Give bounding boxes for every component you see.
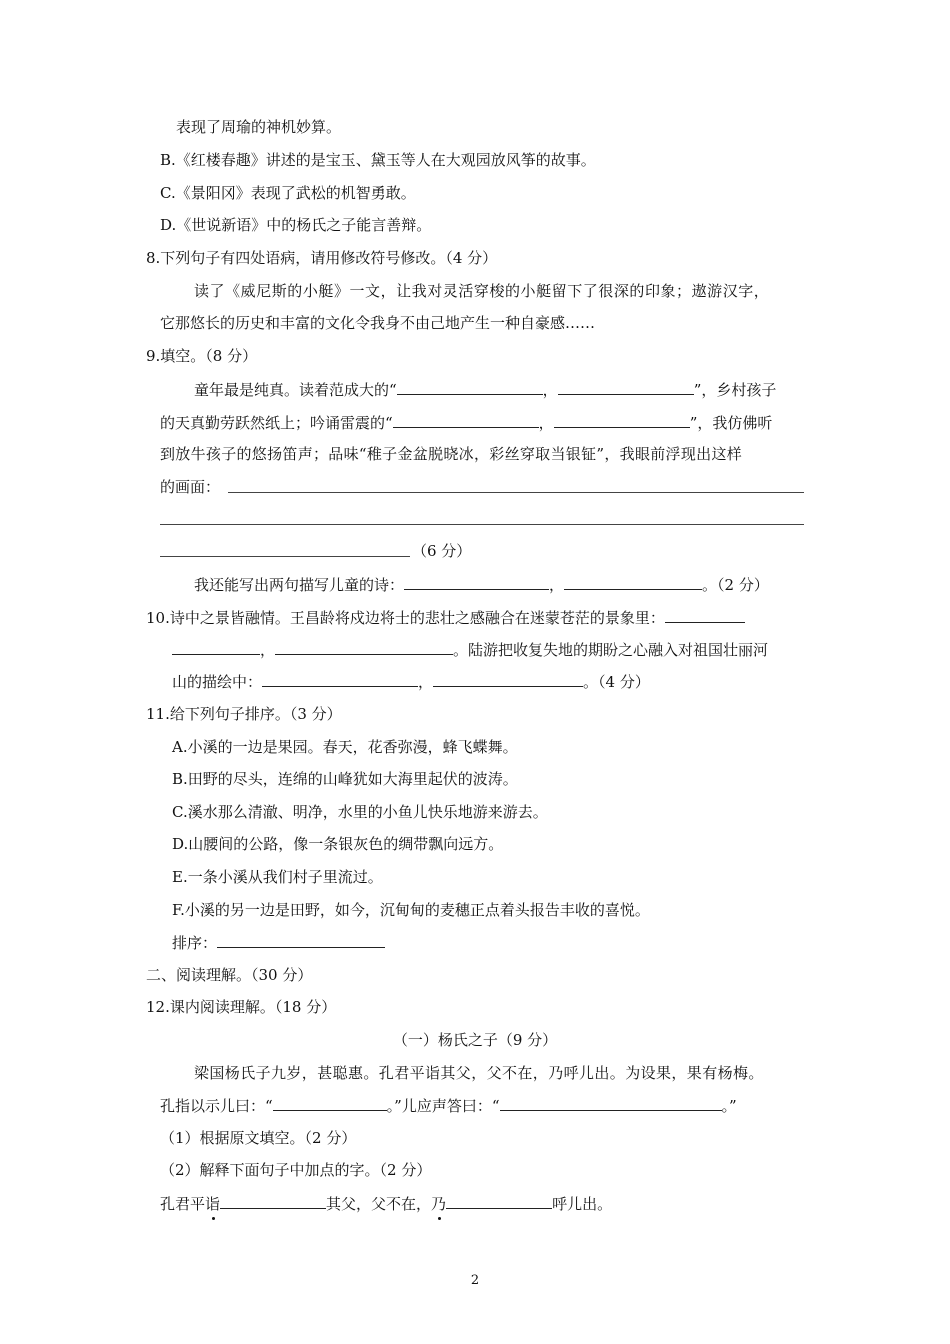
q12-text: 。”儿应声答曰：“ [386,1097,500,1115]
q9-text: ”，我仿佛听 [689,414,773,432]
q9-answer-line-1[interactable] [228,492,804,493]
q10-line-1 [146,607,745,628]
q9-text: 的天真勤劳跃然纸上；吟诵雷震的“ [160,414,393,432]
dotted-char-nai: 乃 [431,1195,447,1213]
q7-option-b: B.《红楼春趣》讲述的是宝玉、黛玉等人在大观园放风筝的故事。 [160,151,596,169]
q9-comma: ， [542,381,558,399]
q12-sub-1: （1）根据原文填空。（2 分） [160,1129,357,1147]
q9-line-1 [194,379,776,400]
q9-comma: ， [549,576,565,594]
q9-answer-line-3[interactable] [160,556,410,557]
q9-text: 。（2 分） [702,576,769,594]
q11-order-line [172,932,385,953]
q12-blank-3[interactable] [220,1193,326,1209]
q12-text: 。” [721,1097,737,1115]
q8-sentence-line-1: 读了《威尼斯的小艇》一文，让我对灵活穿梭的小艇留下了很深的印象；遨游汉字， [194,282,770,300]
q9-answer-line-2[interactable] [160,524,804,525]
q9-line-2 [160,412,772,433]
q7-option-a-continued: 表现了周瑜的神机妙算。 [176,118,342,136]
q9-text: ”，乡村孩子 [693,381,777,399]
q10-blank-3[interactable] [262,671,418,687]
q9-line-4-label: 的画面： [160,478,221,496]
q12-text: 孔君平 [160,1195,206,1213]
q10-blank-1b[interactable] [172,639,260,655]
q12-stem: 12.课内阅读理解。（18 分） [146,998,337,1016]
q10-text: 。陆游把收复失地的期盼之心融入对祖国壮丽河 [453,641,769,659]
q9-line-3: 到放牛孩子的悠扬笛声；品味“稚子金盆脱晓冰，彩丝穿取当银钲”，我眼前浮现出这样 [160,445,743,463]
q12-passage-line-2 [160,1095,737,1116]
q12-passage-line-1: 梁国杨氏子九岁，甚聪惠。孔君平诣其父，父不在，乃呼儿出。为设果，果有杨梅。 [194,1064,764,1082]
q10-text: 10.诗中之景皆融情。王昌龄将戍边将士的悲壮之感融合在迷蒙苍茫的景象里： [146,609,665,627]
q11-item-f: F.小溪的另一边是田野，如今，沉甸甸的麦穗正点着头报告丰收的喜悦。 [172,901,650,919]
q11-order-blank[interactable] [217,932,385,948]
q10-line-3 [172,671,650,692]
q8-stem: 8.下列句子有四处语病，请用修改符号修改。（4 分） [146,249,498,267]
q12-blank-4[interactable] [446,1193,552,1209]
q9-text: 童年最是纯真。读着范成大的“ [194,381,397,399]
q11-order-label: 排序： [172,934,218,952]
q9-blank-4[interactable] [554,412,690,428]
page-number: 2 [470,1273,480,1288]
section-2-heading: 二、阅读理解。（30 分） [146,966,313,984]
q9-blank-2[interactable] [558,379,694,395]
q11-item-e: E.一条小溪从我们村子里流过。 [172,868,383,886]
q9-score-6: （6 分） [412,542,472,560]
q12-blank-1[interactable] [273,1095,387,1111]
q9-comma: ， [538,414,554,432]
q10-comma: ， [260,641,276,659]
q9-line-6 [194,574,769,595]
q7-option-d: D.《世说新语》中的杨氏之子能言善辩。 [160,216,432,234]
q10-text: 。（4 分） [583,673,650,691]
q10-blank-1a[interactable] [665,607,745,623]
q12-blank-2[interactable] [500,1095,722,1111]
q10-blank-2[interactable] [275,639,453,655]
q11-item-c: C.溪水那么清澈、明净，水里的小鱼儿快乐地游来游去。 [172,803,548,821]
q12-sub-2: （2）解释下面句子中加点的字。（2 分） [160,1161,432,1179]
q11-item-d: D.山腰间的公路，像一条银灰色的绸带飘向远方。 [172,835,504,853]
q11-item-a: A.小溪的一边是果园。春天，花香弥漫，蜂飞蝶舞。 [172,738,518,756]
q12-text: 其父，父不在， [326,1195,432,1213]
q12-text: 呼儿出。 [552,1195,613,1213]
q9-blank-6[interactable] [564,574,702,590]
q12-explain-line [160,1193,612,1214]
q10-line-2 [172,639,768,660]
q12-subtitle: （一）杨氏之子（9 分） [392,1031,558,1049]
q8-sentence-line-2: 它那悠长的历史和丰富的文化令我身不由己地产生一种自豪感…… [160,314,596,332]
q10-blank-4[interactable] [433,671,583,687]
q9-stem: 9.填空。（8 分） [146,347,258,365]
q12-text: 孔指以示儿曰：“ [160,1097,273,1115]
q11-item-b: B.田野的尽头，连绵的山峰犹如大海里起伏的波涛。 [172,770,518,788]
q9-text: 我还能写出两句描写儿童的诗： [194,576,405,594]
q10-comma: ， [418,673,434,691]
dotted-char-yi: 诣 [205,1195,221,1213]
q9-blank-1[interactable] [397,379,543,395]
q9-blank-5[interactable] [404,574,549,590]
q9-blank-3[interactable] [393,412,539,428]
q11-stem: 11.给下列句子排序。（3 分） [146,705,342,723]
q10-text: 山的描绘中： [172,673,263,691]
q7-option-c: C.《景阳冈》表现了武松的机智勇敢。 [160,184,416,202]
